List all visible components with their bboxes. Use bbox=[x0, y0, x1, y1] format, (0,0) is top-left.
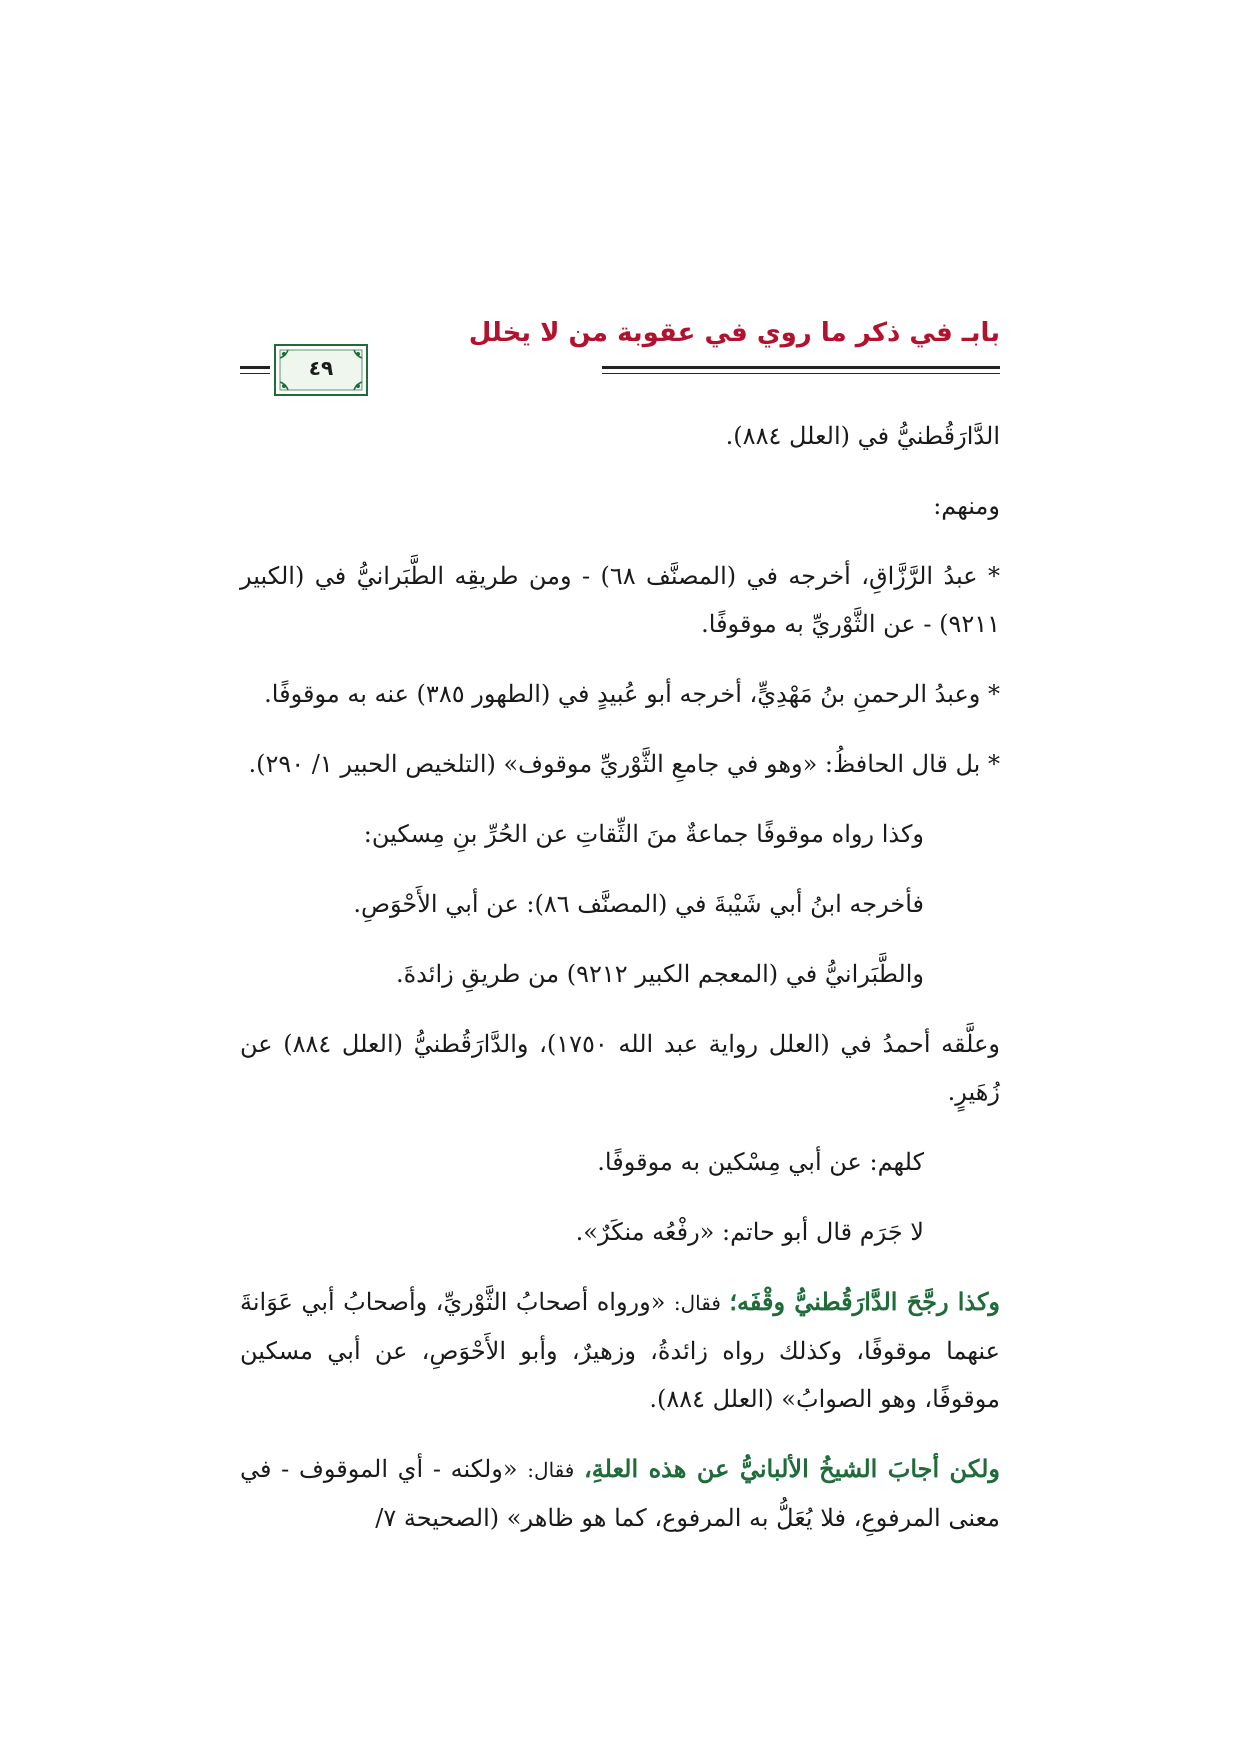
paragraph bbox=[240, 1278, 1000, 1423]
header-rule bbox=[602, 373, 1000, 374]
header-rule bbox=[240, 366, 270, 369]
emphasis-lead: ولكن أجابَ الشيخُ الألبانيُّ عن هذه العلةِ، bbox=[584, 1454, 1000, 1483]
page-header bbox=[240, 312, 1000, 382]
quote-intro: فقال: bbox=[673, 1291, 721, 1315]
paragraph: لا جَرَم قال أبو حاتم: «رفْعُه منكَرٌ». bbox=[575, 1218, 924, 1246]
quote-intro: فقال: bbox=[527, 1458, 575, 1482]
paragraph: * عبدُ الرَّزَّاقِ، أخرجه في (المصنَّف ٦٨) - ومن طريقِه الطَّبَرانيُّ في (الكبير ٩٢١١) - عن الثَّوْريِّ به موقوفًا. bbox=[240, 562, 1000, 638]
paragraph: وكذا رواه موقوفًا جماعةٌ منَ الثِّقاتِ عن الحُرِّ بنِ مِسكين: bbox=[363, 820, 924, 848]
emphasis-lead: وكذا رجَّحَ الدَّارَقُطنيُّ وقْفَه؛ bbox=[729, 1287, 1000, 1316]
chapter-title: بابـ في ذكر ما روي في عقوبة من لا يخلل bbox=[468, 318, 1000, 348]
paragraph: الدَّارَقُطنيُّ في (العلل ٨٨٤). bbox=[725, 422, 1000, 450]
paragraph: ومنهم: bbox=[933, 492, 1000, 520]
page-number-badge bbox=[274, 344, 368, 396]
paragraph bbox=[240, 1445, 1000, 1542]
page-number: ٤٩ bbox=[308, 356, 334, 380]
header-rule bbox=[240, 373, 270, 374]
paragraph: والطَّبَرانيُّ في (المعجم الكبير ٩٢١٢) من طريقِ زائدةَ. bbox=[395, 960, 924, 988]
header-rule bbox=[602, 366, 1000, 369]
paragraph: * بل قال الحافظُ: «وهو في جامعِ الثَّوْريِّ موقوف» (التلخيص الحبير ١/ ٢٩٠). bbox=[248, 750, 1000, 778]
paragraph: * وعبدُ الرحمنِ بنُ مَهْدِيٍّ، أخرجه أبو عُبيدٍ في (الطهور ٣٨٥) عنه به موقوفًا. bbox=[264, 680, 1000, 708]
body-text bbox=[240, 412, 1000, 1542]
paragraph-text: «ولكنه - أي الموقوف - في معنى المرفوعِ، فلا يُعَلُّ به المرفوع، كما هو ظاهر» (الصحيحة ٧/ bbox=[240, 1455, 1000, 1532]
paragraph: فأخرجه ابنُ أبي شَيْبةَ في (المصنَّف ٨٦): عن أبي الأَحْوَصِ. bbox=[353, 890, 924, 918]
paragraph: كلهم: عن أبي مِسْكين به موقوفًا. bbox=[597, 1148, 924, 1176]
paragraph-text: «ورواه أصحابُ الثَّوْريِّ، وأصحابُ أبي عَوَانةَ عنهما موقوفًا، وكذلك رواه زائدةُ، وزهيرٌ، وأبو الأَحْوَصِ، عن أبي مسكين موقوفًا، وهو الصوابُ» (العلل ٨٨٤). bbox=[240, 1288, 1000, 1413]
paragraph: وعلَّقه أحمدُ في (العلل رواية عبد الله ١٧٥٠)، والدَّارَقُطنيُّ (العلل ٨٨٤) عن زُهَيرٍ. bbox=[240, 1030, 1001, 1106]
